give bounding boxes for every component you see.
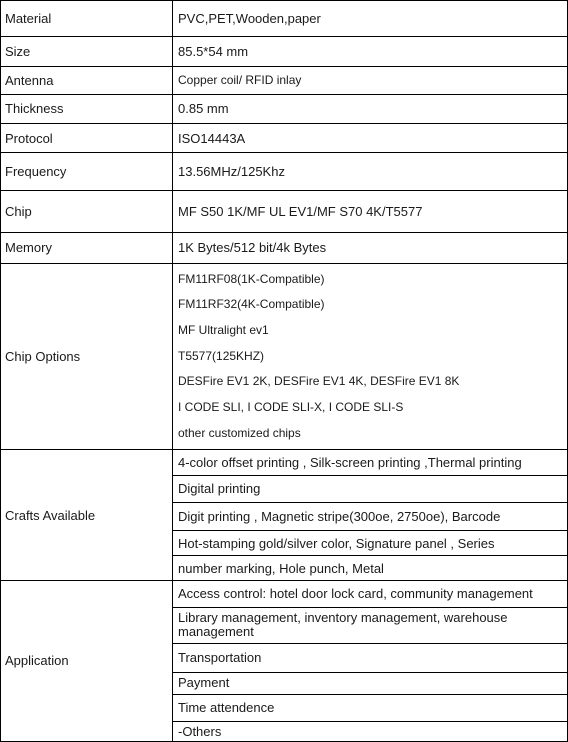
material-label: Material bbox=[1, 1, 173, 37]
crafts-label: Crafts Available bbox=[1, 450, 173, 581]
row-chip-options bbox=[1, 263, 568, 450]
chip-label: Chip bbox=[1, 191, 173, 232]
protocol-value: ISO14443A bbox=[173, 124, 568, 153]
application-item: Time attendence bbox=[173, 694, 568, 721]
row-memory bbox=[1, 232, 568, 263]
application-item: Transportation bbox=[173, 643, 568, 672]
thickness-label: Thickness bbox=[1, 95, 173, 124]
chip-option: other customized chips bbox=[178, 425, 301, 440]
craft-item: Hot-stamping gold/silver color, Signature panel , Series bbox=[173, 531, 568, 556]
application-label: Application bbox=[1, 581, 173, 742]
frequency-value: 13.56MHz/125Khz bbox=[173, 153, 568, 191]
chip-option: T5577(125KHZ) bbox=[178, 348, 265, 363]
chip-option: FM11RF32(4K-Compatible) bbox=[178, 297, 325, 312]
chip-option: DESFire EV1 2K, DESFire EV1 4K, DESFire EV1 8K bbox=[178, 374, 460, 389]
row-thickness bbox=[1, 95, 568, 124]
frequency-label: Frequency bbox=[1, 153, 173, 191]
row-app-1 bbox=[1, 581, 568, 607]
chip-options-list bbox=[173, 263, 568, 450]
application-item: Library management, inventory management, warehouse management bbox=[173, 607, 568, 643]
row-size bbox=[1, 37, 568, 67]
row-material bbox=[1, 1, 568, 37]
antenna-value: Copper coil/ RFID inlay bbox=[173, 67, 568, 95]
antenna-label: Antenna bbox=[1, 67, 173, 95]
application-item: -Others bbox=[173, 721, 568, 741]
thickness-value: 0.85 mm bbox=[173, 95, 568, 124]
memory-value: 1K Bytes/512 bit/4k Bytes bbox=[173, 232, 568, 263]
craft-item: number marking, Hole punch, Metal bbox=[173, 556, 568, 581]
craft-item: 4-color offset printing , Silk-screen printing ,Thermal printing bbox=[173, 450, 568, 476]
material-value: PVC,PET,Wooden,paper bbox=[173, 1, 568, 37]
chip-option: FM11RF08(1K-Compatible) bbox=[178, 271, 325, 286]
size-value: 85.5*54 mm bbox=[173, 37, 568, 67]
row-chip bbox=[1, 191, 568, 232]
craft-item: Digit printing , Magnetic stripe(300oe, 2750oe), Barcode bbox=[173, 503, 568, 531]
chip-option: I CODE SLI, I CODE SLI-X, I CODE SLI-S bbox=[178, 399, 404, 414]
row-crafts-1 bbox=[1, 450, 568, 476]
chip-options-label: Chip Options bbox=[1, 263, 173, 450]
chip-option: MF Ultralight ev1 bbox=[178, 322, 269, 337]
row-frequency bbox=[1, 153, 568, 191]
craft-item: Digital printing bbox=[173, 476, 568, 503]
application-item: Access control: hotel door lock card, community management bbox=[173, 581, 568, 607]
protocol-label: Protocol bbox=[1, 124, 173, 153]
chip-value: MF S50 1K/MF UL EV1/MF S70 4K/T5577 bbox=[173, 191, 568, 232]
memory-label: Memory bbox=[1, 232, 173, 263]
row-protocol bbox=[1, 124, 568, 153]
row-antenna bbox=[1, 67, 568, 95]
application-item: Payment bbox=[173, 672, 568, 694]
size-label: Size bbox=[1, 37, 173, 67]
